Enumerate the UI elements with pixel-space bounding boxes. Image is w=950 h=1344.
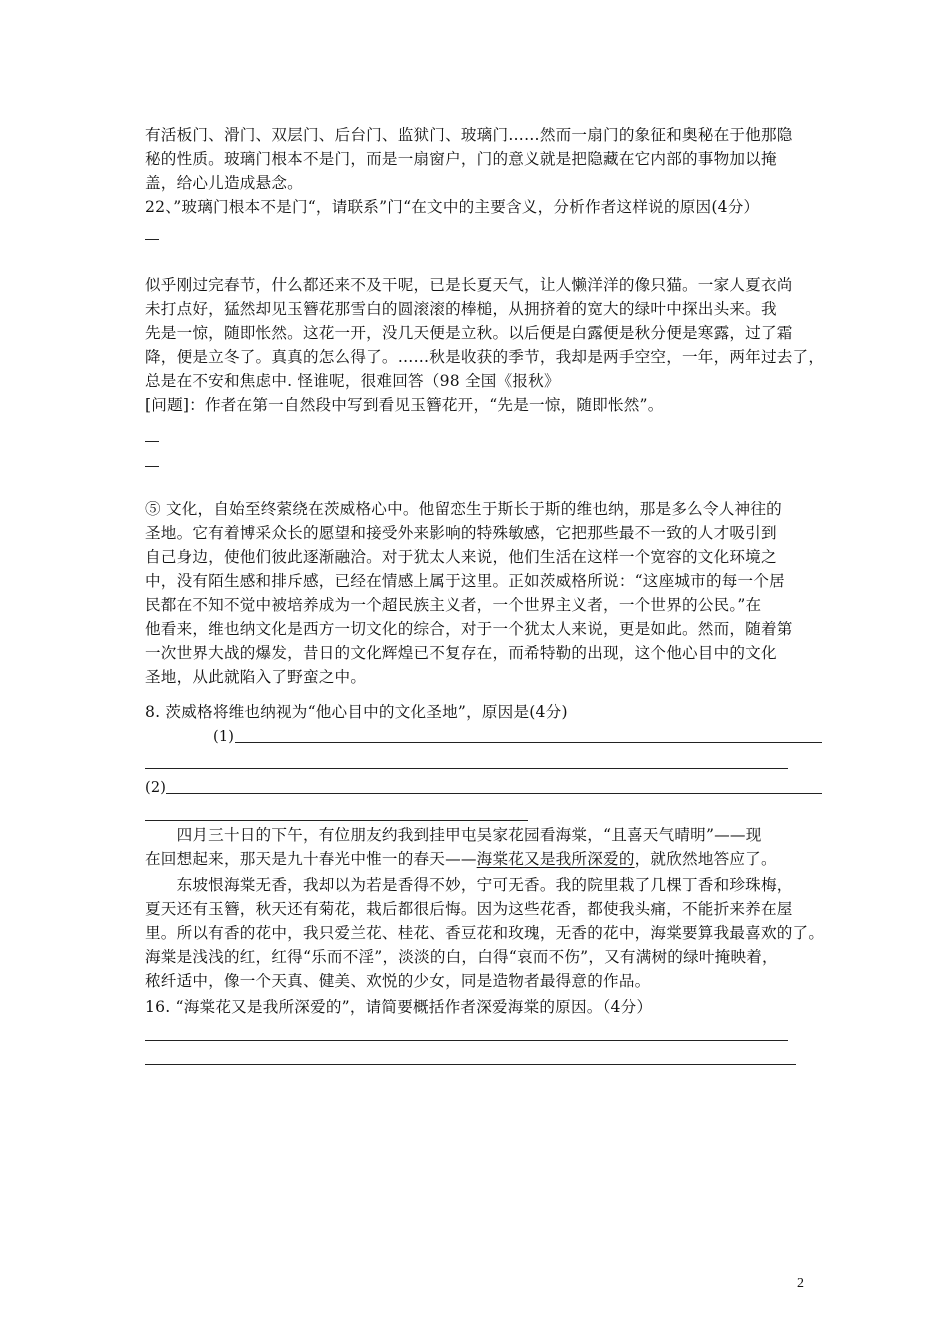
- text-line: 未打点好，猛然却见玉簪花那雪白的圆滚滚的棒槌，从拥挤着的宽大的绿叶中探出头来。我: [145, 300, 777, 318]
- text-line: 里。所以有香的花中，我只爱兰花、桂花、香豆花和玫瑰，无香的花中，海棠要算我最喜欢的了。: [145, 924, 825, 942]
- text-segment: ，就欣然地答应了。: [634, 850, 777, 868]
- text-line: 民都在不知不觉中被培养成为一个超民族主义者，一个世界主义者，一个世界的公民。”在: [145, 596, 762, 614]
- answer-line[interactable]: [145, 768, 788, 769]
- text-line: 圣地，从此就陷入了野蛮之中。: [145, 668, 367, 686]
- answer-line[interactable]: [145, 1040, 788, 1041]
- text-line: 海棠是浅浅的红，红得“乐而不淫”，淡淡的白，白得“哀而不伤”，又有满树的绿叶掩映着，: [145, 948, 778, 966]
- question-text: [问题]：作者在第一自然段中写到看见玉簪花开，“先是一惊，随即怅然”。: [145, 396, 664, 414]
- answer-line[interactable]: [145, 820, 528, 821]
- text-line: [145, 847, 777, 871]
- text-line: 秘的性质。玻璃门根本不是门，而是一扇窗户，门的意义就是把隐藏在它内部的事物加以掩: [145, 150, 777, 168]
- question-8: 8. 茨威格将维也纳视为“他心目中的文化圣地”，原因是(4分): [145, 703, 568, 721]
- text-line: 夏天还有玉簪，秋天还有菊花，栽后都很后悔。因为这些花香，都使我头痛，不能折来养在屋: [145, 900, 793, 918]
- question-16: 16. “海棠花又是我所深爱的”，请简要概括作者深爱海棠的原因。（4分）: [145, 998, 653, 1016]
- answer-line[interactable]: [166, 793, 822, 794]
- text-line: 总是在不安和焦虑中. 怪谁呢，很难回答（98 全国《报秋》: [145, 372, 560, 390]
- text-line: 四月三十日的下午，有位朋友约我到挂甲屯吴家花园看海棠，“且喜天气晴明”——现: [145, 826, 762, 844]
- text-line: 有活板门、滑门、双层门、后台门、监狱门、玻璃门……然而一扇门的象征和奥秘在于他那隐: [145, 126, 793, 144]
- text-line: ⑤ 文化，自始至终萦绕在茨威格心中。他留恋生于斯长于斯的维也纳，那是多么令人神往的: [145, 500, 782, 518]
- text-line: 东坡恨海棠无香，我却以为若是香得不妙，宁可无香。我的院里栽了几棵丁香和珍珠梅，: [145, 876, 793, 894]
- text-line: 圣地。它有着博采众长的愿望和接受外来影响的特殊敏感，它把那些最不一致的人才吸引到: [145, 524, 777, 542]
- page-number: 2: [797, 1276, 804, 1291]
- answer-dash: [145, 239, 159, 240]
- question-22: 22、”玻璃门根本不是门“，请联系”门“在文中的主要含义，分析作者这样说的原因(4分）: [145, 198, 760, 216]
- answer-item-1-label: (1): [213, 729, 235, 745]
- text-line: 盖，给心儿造成悬念。: [145, 174, 303, 192]
- text-line: 先是一惊，随即怅然。这花一开，没几天便是立秋。以后便是白露便是秋分便是寒露，过了霜: [145, 324, 793, 342]
- answer-line[interactable]: [235, 742, 822, 743]
- answer-item-2-label: (2): [145, 780, 167, 796]
- underlined-phrase: 海棠花又是我所深爱的: [476, 850, 635, 868]
- text-line: 似乎刚过完春节，什么都还来不及干呢，已是长夏天气，让人懒洋洋的像只猫。一家人夏衣尚: [145, 276, 793, 294]
- answer-dash: [145, 441, 159, 442]
- text-line: 自己身边，使他们彼此逐渐融洽。对于犹太人来说，他们生活在这样一个宽容的文化环境之: [145, 548, 777, 566]
- answer-dash: [145, 466, 159, 467]
- text-segment: 在回想起来，那天是九十春光中惟一的春天——: [145, 850, 477, 868]
- text-line: 他看来，维也纳文化是西方一切文化的综合，对于一个犹太人来说，更是如此。然而，随着第: [145, 620, 793, 638]
- text-line: 一次世界大战的爆发，昔日的文化辉煌已不复存在，而希特勒的出现，这个他心目中的文化: [145, 644, 777, 662]
- text-line: 降，便是立冬了。真真的怎么得了。……秋是收获的季节，我却是两手空空，一年，两年过去了，: [145, 348, 825, 366]
- text-line: 秾纤适中，像一个天真、健美、欢悦的少女，同是造物者最得意的作品。: [145, 972, 651, 990]
- text-line: 中，没有陌生感和排斥感，已经在情感上属于这里。正如茨威格所说：“这座城市的每一个居: [145, 572, 785, 590]
- answer-line[interactable]: [145, 1064, 796, 1065]
